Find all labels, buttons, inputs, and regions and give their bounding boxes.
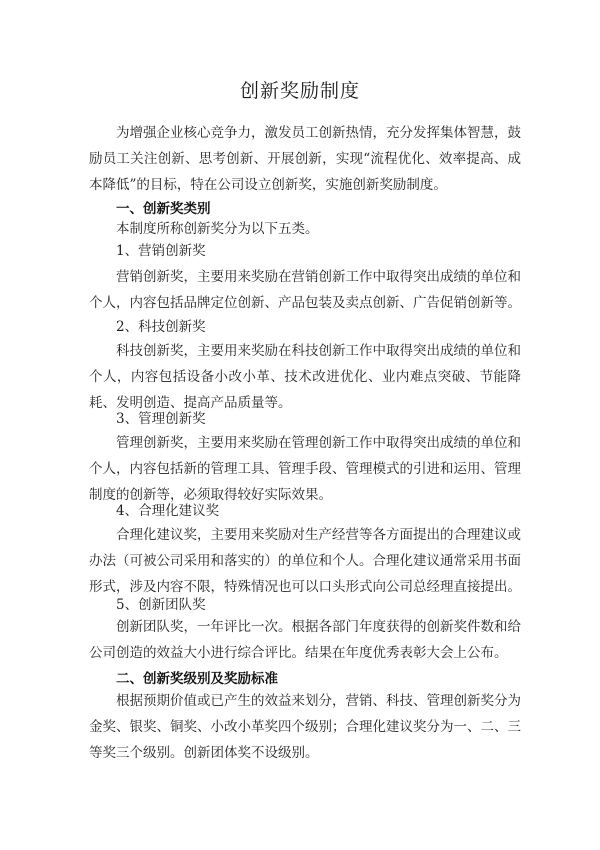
section-1-heading: 一、创新奖类别 xyxy=(116,201,211,217)
intro-paragraph: 为增强企业核心竞争力，激发员工创新热情，充分发挥集体智慧，鼓励员工关注创新、思考创新、开展创新，实现“流程优化、效率提高、成本降低”的目标，特在公司设立创新奖，实施创新奖励制度。 xyxy=(89,125,521,193)
document-title: 创新奖励制度 xyxy=(239,80,360,102)
item-3-title: 3、管理创新奖 xyxy=(116,411,206,427)
item-2-body: 科技创新奖，主要用来奖励在科技创新工作中取得突出成绩的单位和个人，内容包括设备小改小革、技术改进优化、业内难点突破、节能降耗、发明创造、提高产品质量等。 xyxy=(89,343,521,411)
section-1-lead: 本制度所称创新奖分为以下五类。 xyxy=(116,221,319,237)
item-4-body: 合理化建议奖，主要用来奖励对生产经营等各方面提出的合理建议或办法（可被公司采用和落实的）的单位和个人。合理化建议通常采用书面形式，涉及内容不限，特殊情况也可以口头形式向公司总经理直接提出。 xyxy=(89,527,521,595)
section-2-body: 根据预期价值或已产生的效益来划分，营销、科技、管理创新奖分为金奖、银奖、铜奖、小改小革奖四个级别；合理化建议奖分为一、二、三等奖三个级别。创新团体奖不设级别。 xyxy=(89,693,521,761)
item-4-title: 4、合理化建议奖 xyxy=(116,503,220,519)
item-3-body: 管理创新奖，主要用来奖励在管理创新工作中取得突出成绩的单位和个人，内容包括新的管理工具、管理手段、管理模式的引进和运用、管理制度的创新等，必须取得较好实际效果。 xyxy=(89,435,521,503)
item-1-body: 营销创新奖，主要用来奖励在营销创新工作中取得突出成绩的单位和个人，内容包括品牌定位创新、产品包装及卖点创新、广告促销创新等。 xyxy=(89,269,521,311)
item-1-title: 1、营销创新奖 xyxy=(116,243,206,259)
item-5-title: 5、创新团队奖 xyxy=(116,597,206,613)
item-5-body: 创新团队奖，一年评比一次。根据各部门年度获得的创新奖件数和给公司创造的效益大小进行综合评比。结果在年度优秀表彰大会上公布。 xyxy=(89,619,521,661)
item-2-title: 2、科技创新奖 xyxy=(116,319,206,335)
section-2-heading: 二、创新奖级别及奖励标准 xyxy=(116,671,278,687)
